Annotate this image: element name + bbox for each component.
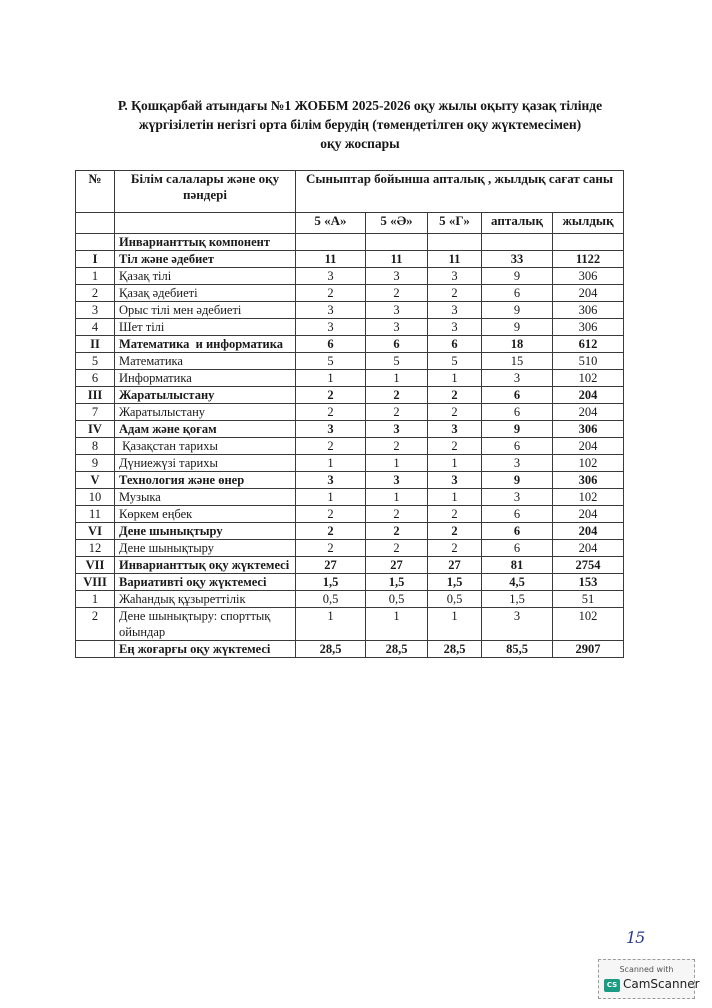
- value-weekly: 9: [482, 421, 553, 438]
- value-yearly: 306: [553, 302, 624, 319]
- row-subject: Вариативті оқу жүктемесі: [115, 574, 296, 591]
- row-subject: Дүниежүзі тарихы: [115, 455, 296, 472]
- value-weekly: 9: [482, 302, 553, 319]
- value-weekly: 6: [482, 523, 553, 540]
- row-subject: Математика и информатика: [115, 336, 296, 353]
- value-5g: 1: [428, 455, 482, 472]
- value-yearly: 204: [553, 540, 624, 557]
- value-5a: 5: [296, 353, 366, 370]
- value-yearly: 204: [553, 387, 624, 404]
- row-number: 5: [76, 353, 115, 370]
- value-5a: 1: [296, 489, 366, 506]
- table-row: [76, 319, 624, 336]
- scanned-with-text: Scanned with: [619, 965, 674, 974]
- header-hours-group: Сыныптар бойынша апталық , жылдық сағат саны: [296, 171, 624, 213]
- value-yearly: 306: [553, 319, 624, 336]
- table-row: [76, 574, 624, 591]
- value-5a: 1: [296, 455, 366, 472]
- value-5g: 27: [428, 557, 482, 574]
- value-5ae: 1: [366, 489, 428, 506]
- value-weekly: 81: [482, 557, 553, 574]
- value-yearly: 204: [553, 404, 624, 421]
- value-5ae: 3: [366, 472, 428, 489]
- row-number: 1: [76, 268, 115, 285]
- value-weekly: 6: [482, 285, 553, 302]
- row-subject: Қазақстан тарихы: [115, 438, 296, 455]
- table-row: [76, 404, 624, 421]
- row-number: II: [76, 336, 115, 353]
- table-row: [76, 557, 624, 574]
- value-weekly: 9: [482, 319, 553, 336]
- value-5ae: 2: [366, 285, 428, 302]
- value-yearly: 306: [553, 472, 624, 489]
- value-yearly: 102: [553, 608, 624, 641]
- value-yearly: 204: [553, 506, 624, 523]
- value-5ae: 2: [366, 404, 428, 421]
- value-weekly: 6: [482, 438, 553, 455]
- column-yearly: жылдық: [553, 213, 624, 234]
- value-weekly: 6: [482, 540, 553, 557]
- value-yearly: 510: [553, 353, 624, 370]
- table-row: [76, 387, 624, 404]
- row-number: III: [76, 387, 115, 404]
- value-weekly: 3: [482, 489, 553, 506]
- camscanner-watermark: [598, 959, 700, 999]
- value-5a: 2: [296, 540, 366, 557]
- row-subject: Математика: [115, 353, 296, 370]
- camscanner-brand: CamScanner: [623, 977, 700, 991]
- value-5ae: 1: [366, 608, 428, 641]
- subheader-no-empty: [76, 213, 115, 234]
- row-subject: Информатика: [115, 370, 296, 387]
- row-number: [76, 234, 115, 251]
- table-row: [76, 285, 624, 302]
- value-5g: 3: [428, 421, 482, 438]
- value-5a: 2: [296, 506, 366, 523]
- value-yearly: 153: [553, 574, 624, 591]
- row-subject: Тіл және әдебиет: [115, 251, 296, 268]
- value-5a: 3: [296, 472, 366, 489]
- row-subject: Инварианттық оқу жүктемесі: [115, 557, 296, 574]
- row-number: I: [76, 251, 115, 268]
- row-subject: Орыс тілі мен әдебиеті: [115, 302, 296, 319]
- row-number: [76, 641, 115, 658]
- value-weekly: 3: [482, 608, 553, 641]
- table-row: [76, 641, 624, 658]
- row-number: 12: [76, 540, 115, 557]
- row-subject: Ең жоғарғы оқу жүктемесі: [115, 641, 296, 658]
- value-yearly: 2754: [553, 557, 624, 574]
- row-number: 6: [76, 370, 115, 387]
- value-5a: 27: [296, 557, 366, 574]
- value-5a: 2: [296, 285, 366, 302]
- value-5g: 2: [428, 438, 482, 455]
- value-weekly: 4,5: [482, 574, 553, 591]
- value-weekly: 9: [482, 472, 553, 489]
- row-subject: Адам және қоғам: [115, 421, 296, 438]
- value-5ae: 11: [366, 251, 428, 268]
- value-weekly: 85,5: [482, 641, 553, 658]
- table-row: [76, 591, 624, 608]
- row-subject: Дене шынықтыру: спорттық ойындар: [115, 608, 296, 641]
- value-5g: 1: [428, 489, 482, 506]
- value-5g: 6: [428, 336, 482, 353]
- value-yearly: 204: [553, 438, 624, 455]
- value-yearly: 102: [553, 489, 624, 506]
- subheader-row: [76, 213, 624, 234]
- row-subject: Дене шынықтыру: [115, 540, 296, 557]
- value-5ae: 3: [366, 421, 428, 438]
- value-5a: 0,5: [296, 591, 366, 608]
- value-5g: 11: [428, 251, 482, 268]
- column-5a: 5 «А»: [296, 213, 366, 234]
- value-5ae: [366, 234, 428, 251]
- row-number: 11: [76, 506, 115, 523]
- row-subject: Музыка: [115, 489, 296, 506]
- table-row: [76, 336, 624, 353]
- table-row: [76, 268, 624, 285]
- value-5a: 3: [296, 421, 366, 438]
- subheader-subject-empty: [115, 213, 296, 234]
- value-5a: 2: [296, 523, 366, 540]
- row-number: 9: [76, 455, 115, 472]
- table-row: [76, 234, 624, 251]
- value-5a: 2: [296, 387, 366, 404]
- document-title: [90, 96, 630, 153]
- value-5a: 3: [296, 319, 366, 336]
- value-weekly: 6: [482, 506, 553, 523]
- value-5g: 3: [428, 268, 482, 285]
- value-5ae: 1,5: [366, 574, 428, 591]
- value-yearly: 102: [553, 370, 624, 387]
- column-weekly: апталық: [482, 213, 553, 234]
- row-number: V: [76, 472, 115, 489]
- value-5g: 3: [428, 319, 482, 336]
- curriculum-table: [75, 170, 624, 658]
- title-line-2: жүргізілетін негізгі орта білім берудің (төмендетілген оқу жүктемесімен): [138, 117, 582, 132]
- table-row: [76, 370, 624, 387]
- row-number: VII: [76, 557, 115, 574]
- row-number: 8: [76, 438, 115, 455]
- camscanner-logo-icon: CS: [604, 979, 620, 992]
- row-number: 3: [76, 302, 115, 319]
- table-row: [76, 506, 624, 523]
- row-number: 10: [76, 489, 115, 506]
- value-5g: 0,5: [428, 591, 482, 608]
- row-number: 7: [76, 404, 115, 421]
- value-5ae: 3: [366, 302, 428, 319]
- value-weekly: 3: [482, 370, 553, 387]
- table-row: [76, 421, 624, 438]
- row-number: 2: [76, 285, 115, 302]
- row-number: VI: [76, 523, 115, 540]
- value-5a: 28,5: [296, 641, 366, 658]
- row-subject: Жаратылыстану: [115, 387, 296, 404]
- row-subject: Дене шынықтыру: [115, 523, 296, 540]
- value-5g: 2: [428, 506, 482, 523]
- value-5ae: 2: [366, 540, 428, 557]
- value-weekly: [482, 234, 553, 251]
- row-subject: Қазақ әдебиеті: [115, 285, 296, 302]
- value-weekly: 33: [482, 251, 553, 268]
- value-yearly: 204: [553, 285, 624, 302]
- table-row: [76, 608, 624, 641]
- table-row: [76, 472, 624, 489]
- value-5a: 2: [296, 404, 366, 421]
- value-5g: 2: [428, 523, 482, 540]
- value-5ae: 2: [366, 506, 428, 523]
- row-number: 2: [76, 608, 115, 641]
- table-row: [76, 455, 624, 472]
- value-yearly: 612: [553, 336, 624, 353]
- value-5a: 11: [296, 251, 366, 268]
- value-5ae: 5: [366, 353, 428, 370]
- value-5g: 3: [428, 302, 482, 319]
- value-5g: [428, 234, 482, 251]
- value-5ae: 27: [366, 557, 428, 574]
- value-yearly: 1122: [553, 251, 624, 268]
- value-5a: 1: [296, 370, 366, 387]
- table-row: [76, 353, 624, 370]
- value-weekly: 6: [482, 387, 553, 404]
- value-weekly: 3: [482, 455, 553, 472]
- row-number: 1: [76, 591, 115, 608]
- value-5a: 1,5: [296, 574, 366, 591]
- value-5g: 28,5: [428, 641, 482, 658]
- value-5g: 1: [428, 370, 482, 387]
- value-5ae: 28,5: [366, 641, 428, 658]
- value-5ae: 0,5: [366, 591, 428, 608]
- value-5g: 1: [428, 608, 482, 641]
- value-weekly: 6: [482, 404, 553, 421]
- value-5g: 1,5: [428, 574, 482, 591]
- row-number: 4: [76, 319, 115, 336]
- value-weekly: 1,5: [482, 591, 553, 608]
- value-5g: 5: [428, 353, 482, 370]
- row-subject: Шет тілі: [115, 319, 296, 336]
- value-yearly: 306: [553, 421, 624, 438]
- row-number: VIII: [76, 574, 115, 591]
- value-5ae: 2: [366, 438, 428, 455]
- value-5a: 6: [296, 336, 366, 353]
- table-row: [76, 540, 624, 557]
- value-5ae: 1: [366, 370, 428, 387]
- column-5ae: 5 «Ә»: [366, 213, 428, 234]
- row-subject: Жаратылыстану: [115, 404, 296, 421]
- value-5a: 2: [296, 438, 366, 455]
- page-number: 15: [626, 928, 645, 947]
- table-row: [76, 489, 624, 506]
- header-no: №: [76, 171, 115, 213]
- header-row: [76, 171, 624, 213]
- row-subject: Қазақ тілі: [115, 268, 296, 285]
- value-5g: 3: [428, 472, 482, 489]
- value-5g: 2: [428, 404, 482, 421]
- value-yearly: [553, 234, 624, 251]
- value-5ae: 1: [366, 455, 428, 472]
- value-5a: 3: [296, 302, 366, 319]
- value-5g: 2: [428, 285, 482, 302]
- value-5a: 1: [296, 608, 366, 641]
- value-weekly: 9: [482, 268, 553, 285]
- value-5ae: 3: [366, 268, 428, 285]
- value-yearly: 306: [553, 268, 624, 285]
- table-row: [76, 438, 624, 455]
- value-5ae: 6: [366, 336, 428, 353]
- value-5ae: 3: [366, 319, 428, 336]
- title-line-3: оқу жоспары: [320, 136, 400, 151]
- value-5g: 2: [428, 387, 482, 404]
- column-5g: 5 «Г»: [428, 213, 482, 234]
- value-yearly: 2907: [553, 641, 624, 658]
- value-yearly: 204: [553, 523, 624, 540]
- value-weekly: 18: [482, 336, 553, 353]
- row-subject: Жаһандық құзыреттілік: [115, 591, 296, 608]
- value-5ae: 2: [366, 523, 428, 540]
- title-line-1: Р. Қошқарбай атындағы №1 ЖОББМ 2025-2026 оқу жылы оқыту қазақ тілінде: [117, 98, 603, 113]
- value-yearly: 51: [553, 591, 624, 608]
- table-row: [76, 251, 624, 268]
- table-row: [76, 523, 624, 540]
- row-subject: Көркем еңбек: [115, 506, 296, 523]
- value-weekly: 15: [482, 353, 553, 370]
- header-subject: Білім салалары және оқу пәндері: [115, 171, 296, 213]
- row-subject: Технология және өнер: [115, 472, 296, 489]
- value-5a: 3: [296, 268, 366, 285]
- table-row: [76, 302, 624, 319]
- value-5a: [296, 234, 366, 251]
- value-5g: 2: [428, 540, 482, 557]
- value-5ae: 2: [366, 387, 428, 404]
- value-yearly: 102: [553, 455, 624, 472]
- row-subject: Инварианттық компонент: [115, 234, 296, 251]
- row-number: IV: [76, 421, 115, 438]
